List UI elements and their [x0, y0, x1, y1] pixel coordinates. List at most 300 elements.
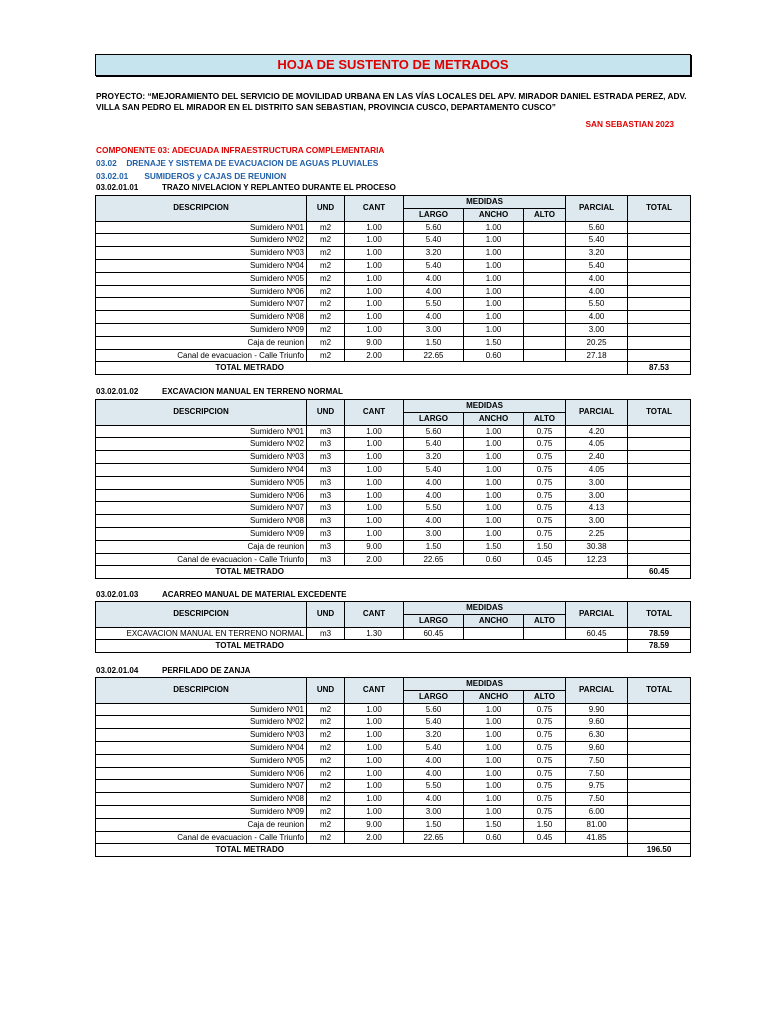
cell-und: m2: [307, 767, 345, 780]
cell-cant: 1.00: [345, 221, 404, 234]
cell-und: m3: [307, 627, 345, 640]
cell-alto: 0.75: [524, 515, 566, 528]
cell-und: m2: [307, 754, 345, 767]
cell-cant: 1.00: [345, 234, 404, 247]
cell-total: [628, 527, 691, 540]
cell-largo: 3.20: [404, 729, 464, 742]
table-row: [96, 767, 691, 780]
cell-largo: 4.00: [404, 515, 464, 528]
cell-ancho: 1.00: [464, 805, 524, 818]
cell-descripcion: Canal de evacuacion - Calle Triunfo: [96, 349, 307, 362]
cell-alto: 0.75: [524, 793, 566, 806]
cell-total: [628, 540, 691, 553]
total-blank: [404, 362, 628, 375]
cell-total: [628, 221, 691, 234]
cell-parcial: 2.40: [566, 451, 628, 464]
cell-parcial: 9.75: [566, 780, 628, 793]
col-largo: LARGO: [404, 690, 464, 703]
cell-descripcion: Caja de reunion: [96, 336, 307, 349]
cell-und: m3: [307, 438, 345, 451]
cell-alto: 0.75: [524, 502, 566, 515]
cell-largo: 4.00: [404, 272, 464, 285]
cell-und: m3: [307, 502, 345, 515]
cell-ancho: 1.00: [464, 272, 524, 285]
col-und: UND: [307, 400, 345, 426]
cell-ancho: 1.00: [464, 311, 524, 324]
table-row: [96, 349, 691, 362]
cell-parcial: 12.23: [566, 553, 628, 566]
col-total: TOTAL: [628, 400, 691, 426]
cell-total: [628, 285, 691, 298]
item-code: 03.02.01.04: [96, 666, 139, 675]
cell-descripcion: Sumidero Nº08: [96, 311, 307, 324]
col-parcial: PARCIAL: [566, 602, 628, 628]
cell-total: [628, 489, 691, 502]
cell-largo: 4.00: [404, 476, 464, 489]
cell-ancho: 1.50: [464, 540, 524, 553]
table-row: [96, 831, 691, 844]
cell-total: [628, 780, 691, 793]
col-largo: LARGO: [404, 412, 464, 425]
cell-total: [628, 831, 691, 844]
col-alto: ALTO: [524, 412, 566, 425]
table-row: [96, 285, 691, 298]
cell-cant: 9.00: [345, 818, 404, 831]
cell-cant: 1.00: [345, 780, 404, 793]
cell-descripcion: Sumidero Nº08: [96, 793, 307, 806]
cell-cant: 9.00: [345, 336, 404, 349]
cell-alto: 0.75: [524, 805, 566, 818]
table-row: [96, 716, 691, 729]
table-row: [96, 438, 691, 451]
cell-largo: 5.40: [404, 716, 464, 729]
cell-total: [628, 272, 691, 285]
col-alto: ALTO: [524, 690, 566, 703]
cell-largo: 4.00: [404, 754, 464, 767]
cell-parcial: 9.60: [566, 741, 628, 754]
cell-descripcion: Sumidero Nº08: [96, 515, 307, 528]
col-und: UND: [307, 602, 345, 628]
cell-largo: 22.65: [404, 349, 464, 362]
cell-ancho: 1.00: [464, 767, 524, 780]
cell-cant: 1.00: [345, 716, 404, 729]
cell-descripcion: Sumidero Nº09: [96, 527, 307, 540]
table-row: [96, 502, 691, 515]
cell-cant: 1.00: [345, 451, 404, 464]
cell-alto: [524, 311, 566, 324]
cell-total: [628, 438, 691, 451]
cell-und: m2: [307, 285, 345, 298]
cell-parcial: 30.38: [566, 540, 628, 553]
cell-parcial: 9.60: [566, 716, 628, 729]
cell-descripcion: Sumidero Nº01: [96, 221, 307, 234]
cell-ancho: 1.00: [464, 476, 524, 489]
col-medidas: MEDIDAS: [404, 196, 566, 209]
cell-largo: 22.65: [404, 831, 464, 844]
cell-descripcion: Caja de reunion: [96, 818, 307, 831]
cell-alto: 0.75: [524, 489, 566, 502]
cell-total: [628, 818, 691, 831]
cell-alto: [524, 349, 566, 362]
col-total: TOTAL: [628, 602, 691, 628]
table-row: [96, 247, 691, 260]
cell-und: m2: [307, 336, 345, 349]
item-heading: [96, 666, 250, 675]
cell-descripcion: Sumidero Nº09: [96, 805, 307, 818]
cell-cant: 9.00: [345, 540, 404, 553]
col-descripcion: DESCRIPCION: [96, 678, 307, 704]
table-row: [96, 741, 691, 754]
cell-und: m2: [307, 259, 345, 272]
cell-alto: 0.45: [524, 831, 566, 844]
col-cant: CANT: [345, 400, 404, 426]
cell-ancho: 1.00: [464, 502, 524, 515]
cell-ancho: 1.00: [464, 234, 524, 247]
cell-alto: [524, 285, 566, 298]
cell-parcial: 9.90: [566, 703, 628, 716]
cell-descripcion: Sumidero Nº06: [96, 767, 307, 780]
cell-largo: 5.40: [404, 234, 464, 247]
col-medidas: MEDIDAS: [404, 602, 566, 615]
cell-ancho: 1.00: [464, 754, 524, 767]
col-cant: CANT: [345, 196, 404, 222]
table-row: [96, 540, 691, 553]
cell-largo: 5.40: [404, 463, 464, 476]
table-row: [96, 805, 691, 818]
cell-total: [628, 476, 691, 489]
cell-cant: 1.00: [345, 298, 404, 311]
metrado-table: [95, 195, 691, 375]
cell-largo: 4.00: [404, 311, 464, 324]
table-row: [96, 793, 691, 806]
table-row: [96, 754, 691, 767]
cell-largo: 5.40: [404, 259, 464, 272]
cell-parcial: 20.25: [566, 336, 628, 349]
cell-largo: 5.50: [404, 502, 464, 515]
cell-total: [628, 754, 691, 767]
cell-und: m3: [307, 489, 345, 502]
cell-descripcion: Sumidero Nº01: [96, 703, 307, 716]
col-alto: ALTO: [524, 614, 566, 627]
cell-und: m3: [307, 515, 345, 528]
cell-parcial: 4.00: [566, 272, 628, 285]
total-metrado-value: 60.45: [628, 566, 691, 579]
subsection-name: SUMIDEROS y CAJAS DE REUNION: [144, 171, 287, 181]
cell-descripcion: Sumidero Nº02: [96, 234, 307, 247]
cell-largo: 5.40: [404, 741, 464, 754]
cell-ancho: [464, 627, 524, 640]
cell-largo: 5.60: [404, 221, 464, 234]
total-metrado-label: TOTAL METRADO: [96, 362, 404, 375]
cell-descripcion: Caja de reunion: [96, 540, 307, 553]
col-und: UND: [307, 196, 345, 222]
cell-parcial: 60.45: [566, 627, 628, 640]
cell-und: m2: [307, 741, 345, 754]
col-cant: CANT: [345, 678, 404, 704]
cell-descripcion: Sumidero Nº03: [96, 451, 307, 464]
table-row: [96, 425, 691, 438]
table-row: [96, 221, 691, 234]
cell-cant: 1.00: [345, 259, 404, 272]
cell-alto: 0.75: [524, 438, 566, 451]
cell-und: m3: [307, 425, 345, 438]
cell-ancho: 1.00: [464, 703, 524, 716]
total-metrado-label: TOTAL METRADO: [96, 844, 404, 857]
item-code: 03.02.01.01: [96, 183, 139, 192]
total-metrado-value: 87.53: [628, 362, 691, 375]
table-row: [96, 272, 691, 285]
cell-total: [628, 451, 691, 464]
cell-total: [628, 259, 691, 272]
table-row: [96, 311, 691, 324]
cell-ancho: 1.50: [464, 818, 524, 831]
col-ancho: ANCHO: [464, 208, 524, 221]
cell-alto: 0.75: [524, 716, 566, 729]
cell-total: [628, 793, 691, 806]
cell-descripcion: Sumidero Nº06: [96, 285, 307, 298]
cell-und: m2: [307, 780, 345, 793]
cell-cant: 1.00: [345, 729, 404, 742]
cell-largo: 5.40: [404, 438, 464, 451]
cell-ancho: 1.00: [464, 741, 524, 754]
cell-descripcion: Sumidero Nº06: [96, 489, 307, 502]
cell-descripcion: EXCAVACION MANUAL EN TERRENO NORMAL: [96, 627, 307, 640]
cell-descripcion: Canal de evacuacion - Calle Triunfo: [96, 831, 307, 844]
cell-ancho: 1.00: [464, 221, 524, 234]
col-medidas: MEDIDAS: [404, 678, 566, 691]
cell-ancho: 1.00: [464, 451, 524, 464]
cell-ancho: 1.50: [464, 336, 524, 349]
cell-parcial: 3.00: [566, 489, 628, 502]
table-row: [96, 451, 691, 464]
cell-cant: 1.00: [345, 754, 404, 767]
cell-ancho: 1.00: [464, 438, 524, 451]
cell-ancho: 1.00: [464, 527, 524, 540]
cell-cant: 1.00: [345, 741, 404, 754]
cell-parcial: 3.00: [566, 323, 628, 336]
cell-total: [628, 234, 691, 247]
cell-ancho: 1.00: [464, 298, 524, 311]
metrado-table: [95, 601, 691, 653]
cell-descripcion: Sumidero Nº05: [96, 754, 307, 767]
cell-cant: 1.00: [345, 311, 404, 324]
cell-alto: 0.75: [524, 463, 566, 476]
cell-und: m3: [307, 463, 345, 476]
total-blank: [404, 640, 628, 653]
cell-alto: 0.75: [524, 527, 566, 540]
cell-und: m2: [307, 703, 345, 716]
cell-alto: 0.75: [524, 767, 566, 780]
cell-und: m2: [307, 729, 345, 742]
cell-parcial: 6.30: [566, 729, 628, 742]
cell-parcial: 7.50: [566, 767, 628, 780]
page-title: HOJA DE SUSTENTO DE METRADOS: [95, 54, 691, 76]
cell-total: 78.59: [628, 627, 691, 640]
cell-und: m3: [307, 540, 345, 553]
cell-alto: [524, 298, 566, 311]
cell-und: m2: [307, 349, 345, 362]
cell-und: m2: [307, 247, 345, 260]
cell-ancho: 1.00: [464, 425, 524, 438]
cell-total: [628, 553, 691, 566]
cell-und: m3: [307, 527, 345, 540]
table-row: [96, 476, 691, 489]
table-row: [96, 336, 691, 349]
cell-largo: 4.00: [404, 285, 464, 298]
col-descripcion: DESCRIPCION: [96, 400, 307, 426]
cell-alto: 1.50: [524, 540, 566, 553]
cell-descripcion: Sumidero Nº09: [96, 323, 307, 336]
cell-und: m2: [307, 298, 345, 311]
cell-ancho: 0.60: [464, 349, 524, 362]
col-parcial: PARCIAL: [566, 196, 628, 222]
table-row: [96, 703, 691, 716]
table-row: [96, 489, 691, 502]
cell-parcial: 27.18: [566, 349, 628, 362]
place-date: SAN SEBASTIAN 2023: [585, 119, 674, 129]
cell-descripcion: Sumidero Nº03: [96, 247, 307, 260]
cell-parcial: 4.13: [566, 502, 628, 515]
cell-cant: 1.00: [345, 425, 404, 438]
cell-alto: [524, 627, 566, 640]
total-metrado-value: 78.59: [628, 640, 691, 653]
cell-descripcion: Sumidero Nº07: [96, 502, 307, 515]
cell-total: [628, 323, 691, 336]
cell-largo: 3.00: [404, 527, 464, 540]
cell-ancho: 0.60: [464, 831, 524, 844]
cell-parcial: 5.40: [566, 234, 628, 247]
cell-descripcion: Sumidero Nº01: [96, 425, 307, 438]
cell-und: m3: [307, 476, 345, 489]
table-row: [96, 780, 691, 793]
cell-largo: 3.00: [404, 323, 464, 336]
total-metrado-label: TOTAL METRADO: [96, 566, 404, 579]
table-row: [96, 553, 691, 566]
cell-descripcion: Sumidero Nº04: [96, 463, 307, 476]
total-blank: [404, 566, 628, 579]
cell-total: [628, 349, 691, 362]
cell-descripcion: Sumidero Nº05: [96, 272, 307, 285]
cell-largo: 4.00: [404, 489, 464, 502]
cell-cant: 1.00: [345, 323, 404, 336]
cell-parcial: 2.25: [566, 527, 628, 540]
cell-cant: 1.00: [345, 476, 404, 489]
cell-total: [628, 515, 691, 528]
total-metrado-value: 196.50: [628, 844, 691, 857]
cell-total: [628, 311, 691, 324]
cell-largo: 3.00: [404, 805, 464, 818]
cell-total: [628, 703, 691, 716]
cell-ancho: 1.00: [464, 716, 524, 729]
cell-alto: [524, 272, 566, 285]
subsection-heading: [96, 171, 286, 181]
cell-ancho: 1.00: [464, 259, 524, 272]
cell-und: m2: [307, 311, 345, 324]
cell-parcial: 3.00: [566, 476, 628, 489]
table-row: [96, 259, 691, 272]
cell-ancho: 1.00: [464, 515, 524, 528]
cell-descripcion: Sumidero Nº02: [96, 716, 307, 729]
cell-descripcion: Sumidero Nº02: [96, 438, 307, 451]
cell-alto: [524, 221, 566, 234]
cell-parcial: 4.20: [566, 425, 628, 438]
col-ancho: ANCHO: [464, 614, 524, 627]
cell-descripcion: Sumidero Nº05: [96, 476, 307, 489]
table-row: [96, 515, 691, 528]
cell-largo: 22.65: [404, 553, 464, 566]
col-total: TOTAL: [628, 196, 691, 222]
cell-und: m2: [307, 805, 345, 818]
cell-parcial: 6.00: [566, 805, 628, 818]
cell-total: [628, 729, 691, 742]
cell-largo: 4.00: [404, 767, 464, 780]
cell-ancho: 1.00: [464, 247, 524, 260]
cell-und: m2: [307, 221, 345, 234]
subsection-code: 03.02.01: [96, 171, 129, 181]
cell-cant: 1.00: [345, 527, 404, 540]
cell-ancho: 1.00: [464, 463, 524, 476]
cell-parcial: 3.20: [566, 247, 628, 260]
cell-cant: 1.00: [345, 703, 404, 716]
cell-ancho: 1.00: [464, 489, 524, 502]
item-name: PERFILADO DE ZANJA: [162, 666, 251, 675]
cell-alto: 0.45: [524, 553, 566, 566]
cell-alto: 0.75: [524, 780, 566, 793]
total-row: [96, 362, 691, 375]
component-title: COMPONENTE 03: ADECUADA INFRAESTRUCTURA COMPLEMENTARIA: [96, 145, 385, 155]
cell-descripcion: Sumidero Nº03: [96, 729, 307, 742]
cell-alto: 0.75: [524, 425, 566, 438]
cell-largo: 1.50: [404, 540, 464, 553]
cell-cant: 1.00: [345, 285, 404, 298]
cell-parcial: 7.50: [566, 793, 628, 806]
total-row: [96, 844, 691, 857]
cell-cant: 1.30: [345, 627, 404, 640]
cell-largo: 5.50: [404, 780, 464, 793]
cell-ancho: 1.00: [464, 285, 524, 298]
cell-cant: 1.00: [345, 805, 404, 818]
metrado-table: [95, 677, 691, 857]
col-parcial: PARCIAL: [566, 678, 628, 704]
col-medidas: MEDIDAS: [404, 400, 566, 413]
cell-und: m2: [307, 793, 345, 806]
table-row: [96, 729, 691, 742]
cell-parcial: 4.00: [566, 311, 628, 324]
cell-parcial: 81.00: [566, 818, 628, 831]
cell-parcial: 7.50: [566, 754, 628, 767]
col-largo: LARGO: [404, 614, 464, 627]
col-ancho: ANCHO: [464, 690, 524, 703]
cell-ancho: 1.00: [464, 793, 524, 806]
cell-parcial: 3.00: [566, 515, 628, 528]
cell-cant: 1.00: [345, 767, 404, 780]
col-ancho: ANCHO: [464, 412, 524, 425]
cell-cant: 1.00: [345, 502, 404, 515]
cell-total: [628, 767, 691, 780]
metrado-table: [95, 399, 691, 579]
cell-largo: 60.45: [404, 627, 464, 640]
col-cant: CANT: [345, 602, 404, 628]
item-name: TRAZO NIVELACION Y REPLANTEO DURANTE EL PROCESO: [162, 183, 396, 192]
cell-und: m2: [307, 831, 345, 844]
section-heading: [96, 158, 378, 168]
table-row: [96, 298, 691, 311]
cell-largo: 5.60: [404, 703, 464, 716]
cell-cant: 1.00: [345, 247, 404, 260]
item-heading: [96, 387, 343, 396]
cell-alto: 0.75: [524, 476, 566, 489]
cell-total: [628, 298, 691, 311]
